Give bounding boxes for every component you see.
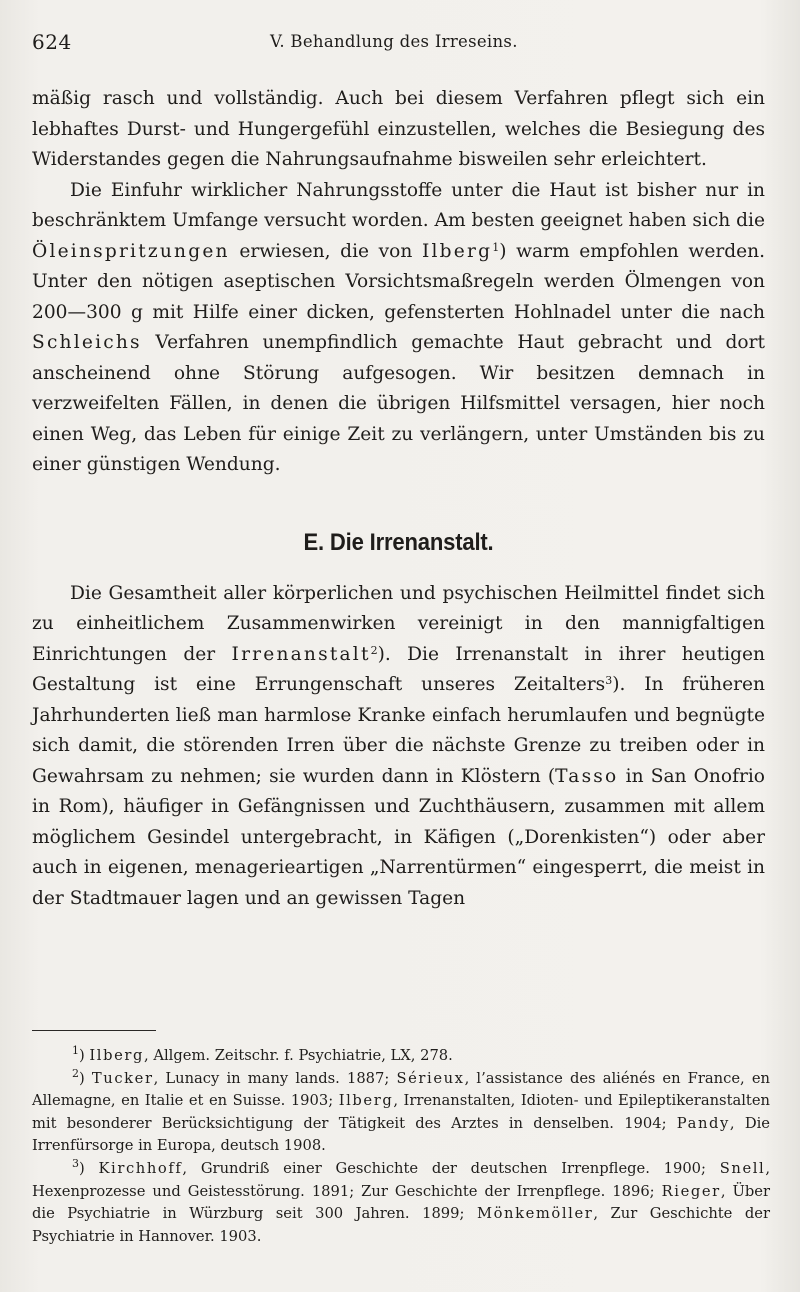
text-span: in San Onofrio in Rom), häufiger in Gefängnissen und Zuchthäusern, zusammen mit allem möglichem Gesindel untergebracht, in Käfigen („Dorenkisten“) oder aber auch in eigenen, menagerieartigen „Narrentürmen“ eingesperrt, die meist in der Stadtmauer lagen und an gewissen Tagen	[32, 765, 766, 909]
footnote-marker: 1	[72, 1044, 79, 1057]
author-name: Snell	[719, 1159, 766, 1177]
emphasized-term: Öleinspritzungen	[32, 240, 230, 262]
paragraph-oil-injections	[32, 176, 765, 481]
footnotes	[32, 1045, 770, 1248]
main-text	[32, 84, 765, 914]
citation-text: , Hexenprozesse und Geistesstörung. 1891; Zur Geschichte der Irrenpflege. 1896;	[32, 1159, 770, 1200]
citation-text: , Grundriß einer Geschichte der deutschen Irrenpflege. 1900;	[182, 1159, 720, 1177]
running-head: V. Behandlung des Irreseins.	[270, 32, 518, 51]
footnote-reference: 2	[370, 643, 378, 657]
citation-text: , Irrenanstalten, Idioten- und Epileptikeranstalten mit besonderer Berücksichtigung der Tätigkeit des Arztes in denselben. 1904;	[32, 1092, 770, 1132]
footnote-marker: 3	[72, 1156, 79, 1170]
footnote-1: $^1$) Ilberg, Allgem. Zeitschr. f. Psychiatrie, LX, 278.	[72, 1044, 453, 1064]
citation-text: , l’assistance des aliénés en France, en Allemagne, en Italie et en Suisse. 1903;	[32, 1069, 770, 1110]
author-name: Sérieux	[396, 1069, 465, 1087]
text-span: Die Einfuhr wirklicher Nahrungsstoffe unter die Haut ist bisher nur in beschränktem Umfange versucht worden. Am besten geeignet haben sich die	[32, 179, 765, 231]
footnote-reference: 3	[605, 674, 613, 687]
footnote-marker: 2	[72, 1066, 79, 1080]
text-span: ) warm empfohlen werden. Unter den nötigen aseptischen Vorsichtsmaßregeln werden Ölmengen von 200—300 g mit Hilfe einer dicken, gefensterten Hohlnadel unter die nach	[32, 240, 765, 323]
citation-text: , Lunacy in many lands. 1887;	[153, 1069, 397, 1087]
paragraph-continuation: mäßig rasch und vollständig. Auch bei diesem Verfahren pflegt sich ein lebhaftes Durst- und Hungergefühl einzustellen, welches die Besiegung des Widerstandes gegen die Nahrungsaufnahme bisweilen sehr erleichtert.	[32, 88, 765, 170]
text-span: Die Gesamtheit aller körperlichen und psychischen Heilmittel findet sich zu einheitlichem Zusammenwirken vereinigt in den mannigfaltigen Einrichtungen der	[32, 582, 765, 665]
paragraph-irrenanstalt	[32, 579, 765, 915]
text-span: ). Die Irrenanstalt in ihrer heutigen Gestaltung ist eine Errungenschaft unseres Zeitalters	[32, 643, 765, 695]
page-number: 624	[32, 30, 72, 54]
author-name: Ilberg	[421, 240, 493, 262]
citation-text: , Allgem. Zeitschr. f. Psychiatrie, LX, 278.	[144, 1047, 453, 1064]
author-name: Kirchhoff	[98, 1159, 183, 1177]
citation-text: , Zur Geschichte der Psychiatrie in Hannover. 1903.	[32, 1205, 770, 1245]
author-name: Schleichs	[32, 332, 142, 353]
citation-text: , Über die Psychiatrie in Würzburg seit 300 Jahren. 1899;	[32, 1182, 770, 1223]
footnote-2: $^2$) Tucker, Lunacy in many lands. 1887; Sérieux, l’assistance des aliénés en France, en Allemagne, en Italie et en Suisse. 1903; Ilberg, Irrenanstalten, Idioten- und Epileptikeranstalten mit besonderer Berücksichtigung der Tätigkeit des Arztes in denselben. 1904; Pandy, Die Irrenfürsorge in Europa, deutsch 1908.	[32, 1066, 770, 1155]
section-heading: E. Die Irrenanstalt.	[303, 528, 494, 556]
author-name: Tucker	[91, 1069, 154, 1087]
author-name: Pandy	[676, 1114, 730, 1132]
author-name: Mönkemöller	[476, 1205, 594, 1223]
text-span: Verfahren unempfindlich gemachte Haut gebracht und dort anscheinend ohne Störung aufgesogen. Wir besitzen demnach in verzweifelten Fällen, in denen die übrigen Hilfsmittel versagen, hier noch einen Weg, das Leben für einige Zeit zu verlängern, unter Umständen bis zu einer günstigen Wendung.	[32, 332, 765, 475]
footnote-3: $^3$) Kirchhoff, Grundriß einer Geschichte der deutschen Irrenpflege. 1900; Snell, Hexenprozesse und Geistesstörung. 1891; Zur Geschichte der Irrenpflege. 1896; Rieger, Über die Psychiatrie in Würzburg seit 300 Jahren. 1899; Mönkemöller, Zur Geschichte der Psychiatrie in Hannover. 1903.	[32, 1156, 770, 1245]
page-header	[32, 30, 764, 60]
citation-text: , Die Irrenfürsorge in Europa, deutsch 1908.	[32, 1114, 770, 1155]
emphasized-term: Irrenanstalt	[231, 643, 371, 665]
author-name: Ilberg	[338, 1092, 394, 1110]
author-name: Ilberg	[89, 1047, 145, 1064]
author-name: Rieger	[661, 1182, 721, 1200]
footnote-divider	[32, 1030, 156, 1031]
footnote-reference: 1	[492, 240, 500, 254]
emphasized-name: Tasso	[555, 765, 619, 787]
text-span: ). In früheren Jahrhunderten ließ man harmlose Kranke einfach herumlaufen und begnügte sich damit, die störenden Irren über die nächste Grenze zu treiben oder in Gewahrsam zu nehmen; sie wurden dann in Klöstern (	[32, 674, 765, 787]
text-span: erwiesen, die von	[229, 240, 422, 262]
